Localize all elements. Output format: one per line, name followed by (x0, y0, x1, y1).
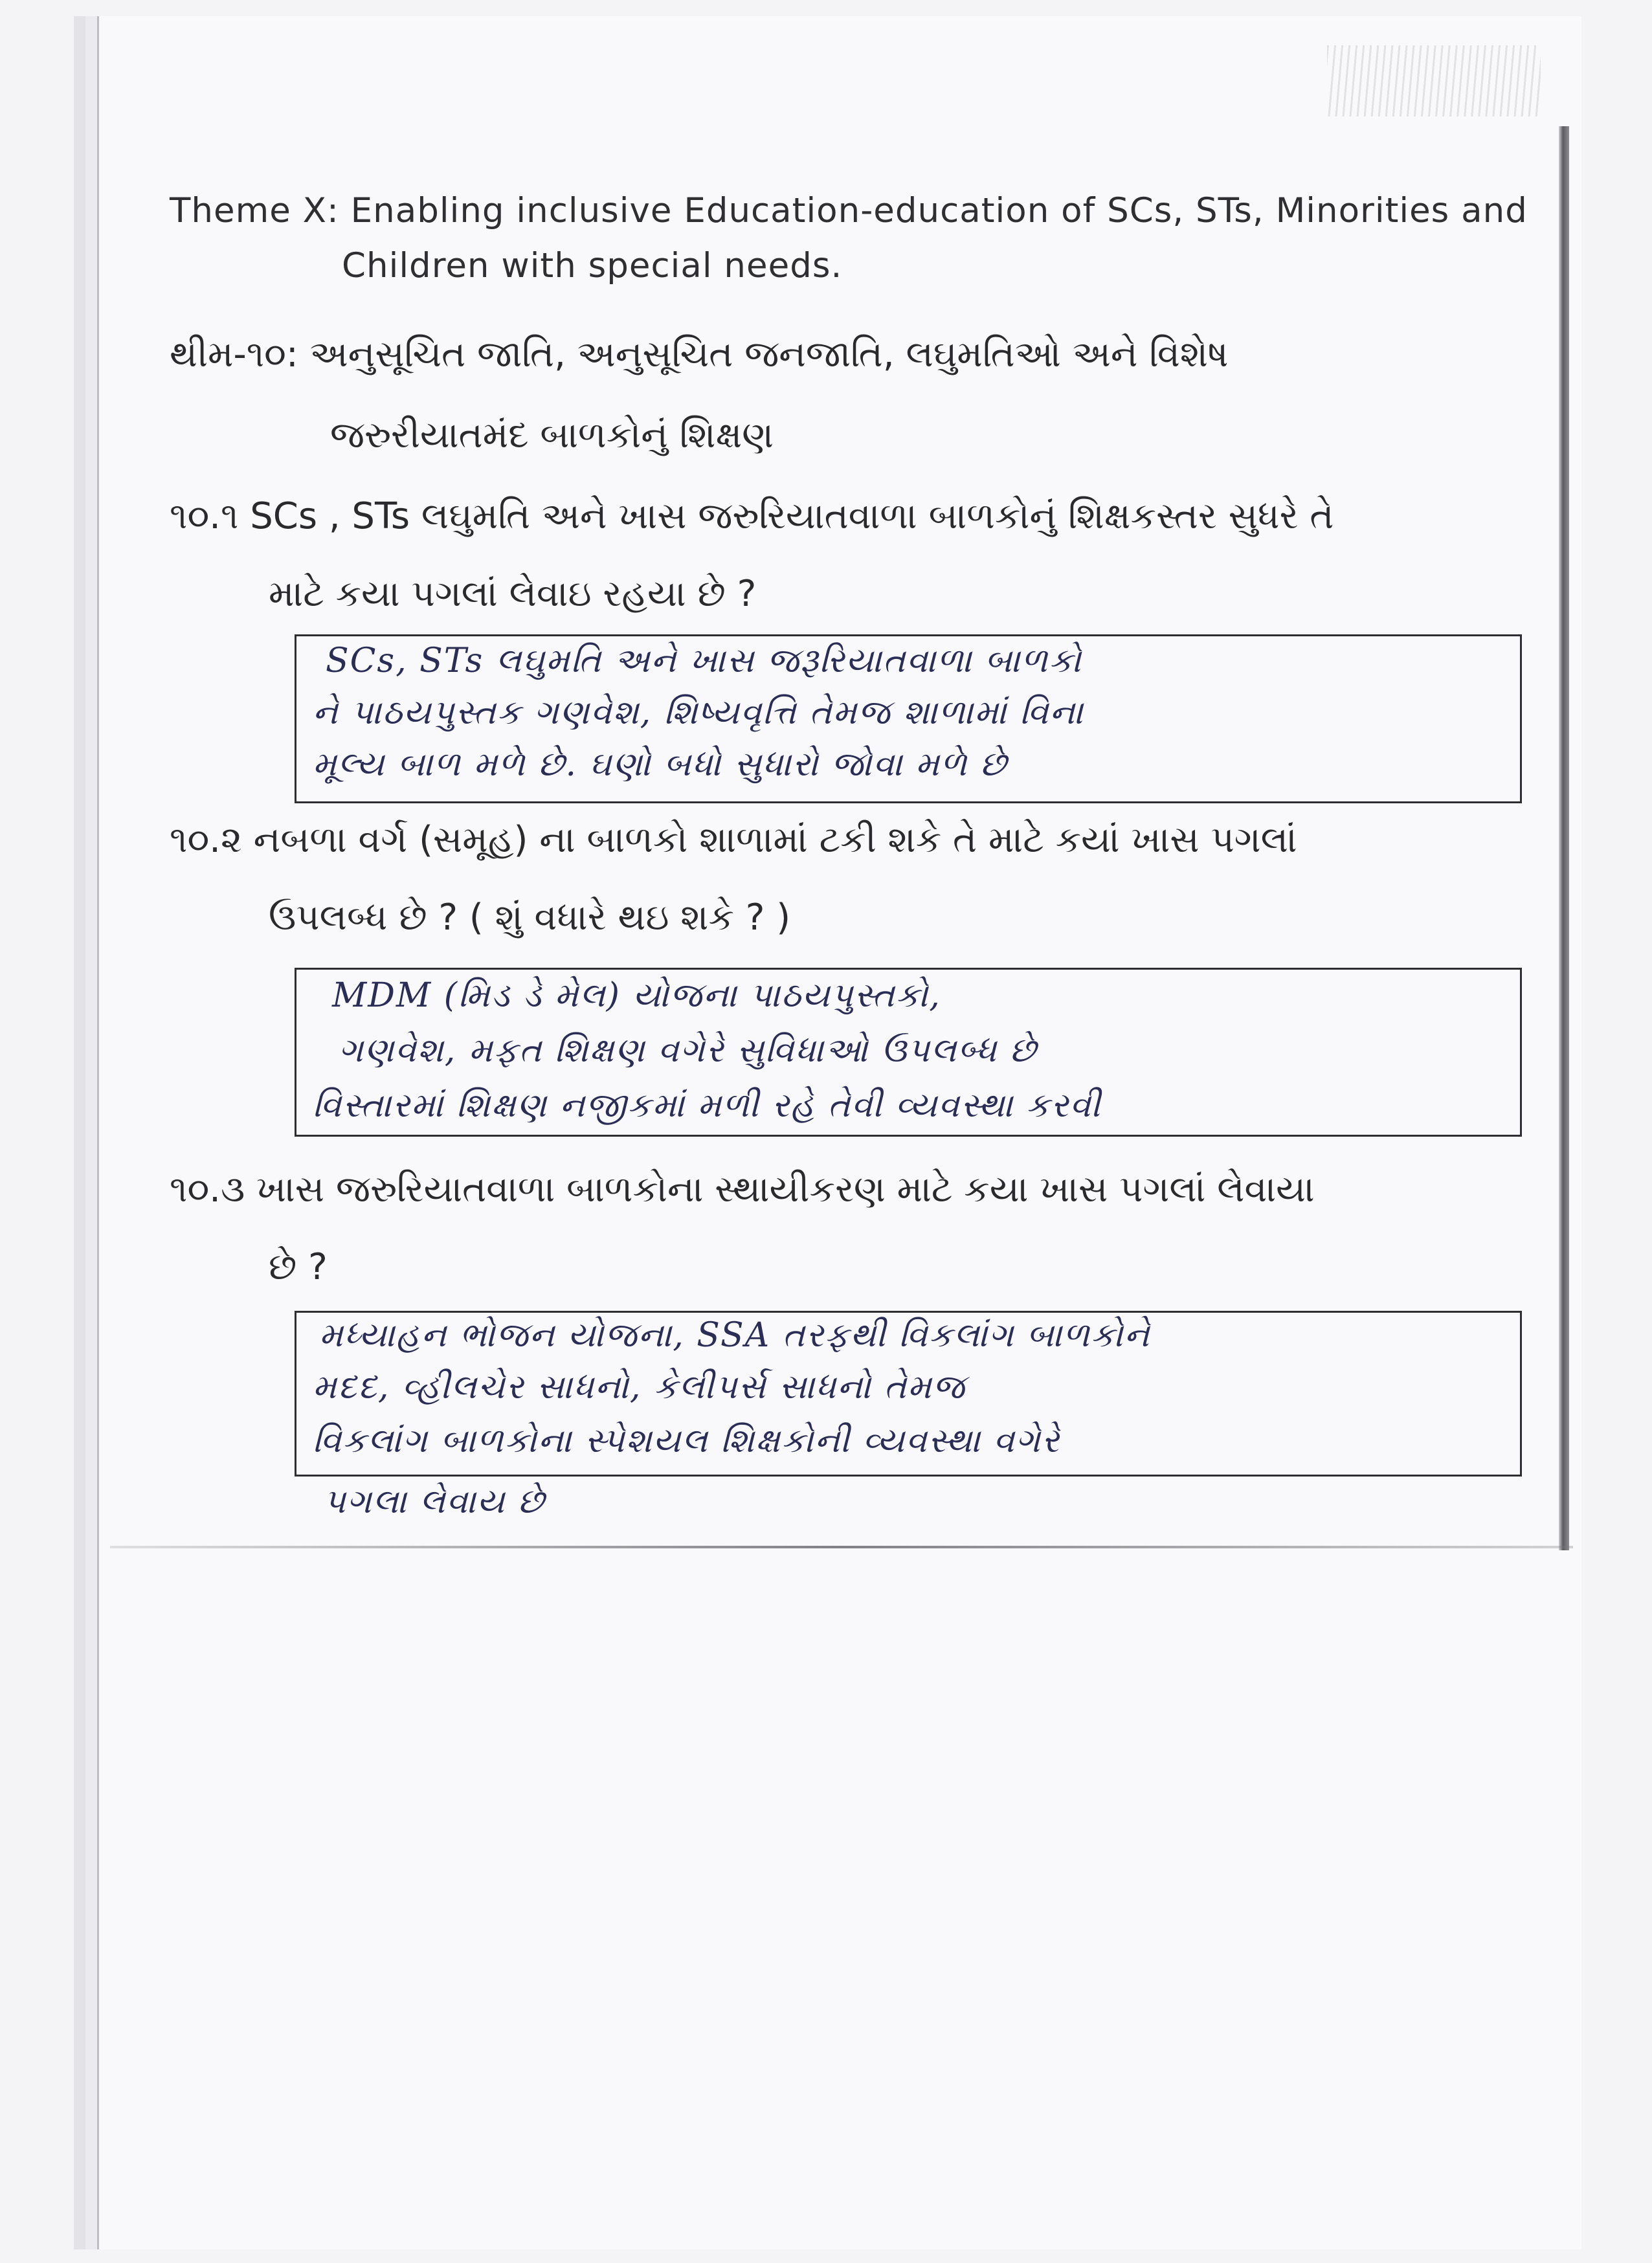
answer-10-2-line2: ગણવેશ, મફત શિક્ષણ વગેરે સુવિધાઓ ઉપલબ્ધ છે (339, 1031, 1037, 1070)
question-10-1-line1: ૧૦.૧ SCs , STs લઘુમતિ અને ખાસ જરુરિયાતવાળા બાળકોનું શિક્ષકસ્તર સુધરે તે (170, 495, 1334, 537)
answer-10-1-line1: SCs, STs લઘુમતિ અને ખાસ જરૂરિયાતવાળા બાળકો (326, 641, 1082, 680)
theme-title-en-line2: Children with special needs. (342, 246, 843, 285)
page-edge-shadow (1559, 126, 1569, 1550)
question-10-2-line2: ઉપલબ્ધ છે ? ( શું વધારે થઇ શકે ? ) (269, 897, 791, 939)
question-10-3-line1: ૧૦.૩ ખાસ જરુરિયાતવાળા બાળકોના સ્થાયીકરણ માટે કયા ખાસ પગલાં લેવાયા (170, 1168, 1315, 1210)
fold-line (110, 1546, 1573, 1548)
question-10-1-line2: માટે કયા પગલાં લેવાઇ રહયા છે ? (269, 573, 757, 615)
answer-box-10-3 (295, 1311, 1522, 1477)
answer-10-3-line1: મધ્યાહન ભોજન યોજના, SSA તરફથી વિકલાંગ બાળકોને (319, 1316, 1151, 1355)
answer-box-10-1 (295, 634, 1522, 803)
question-10-2-line1: ૧૦.૨ નબળા વર્ગ (સમૂહ) ના બાળકો શાળામાં ટકી શકે તે માટે કયાં ખાસ પગલાં (170, 819, 1297, 861)
answer-10-3-line4: પગલા લેવાય છે (324, 1482, 546, 1521)
question-10-3-line2: છે ? (269, 1246, 328, 1288)
answer-box-10-2 (295, 968, 1522, 1137)
answer-10-1-line3: મૂલ્ય બાળ મળે છે. ઘણો બધો સુધારો જોવા મળે છે (313, 745, 1008, 784)
answer-10-2-line3: વિસ્તારમાં શિક્ષણ નજીકમાં મળી રહે તેવી વ્યવસ્થા કરવી (313, 1086, 1102, 1125)
answer-10-3-line2: મદદ, વ્હીલચેર સાધનો, કેલીપર્સ સાધનો તેમજ (313, 1368, 966, 1407)
theme-title-gu-line1: થીમ-૧૦: અનુસૂચિત જાતિ, અનુસૂચિત જનજાતિ, લઘુમતિઓ અને વિશેષ (170, 333, 1229, 375)
answer-10-3-line3: વિકલાંગ બાળકોના સ્પેશયલ શિક્ષકોની વ્યવસ્થા વગેરે (313, 1421, 1060, 1460)
scan-smudge (1327, 45, 1541, 117)
theme-title-gu-line2: જરુરીયાતમંદ બાળકોનું શિક્ષણ (330, 414, 774, 456)
theme-title-en-line1: Theme X: Enabling inclusive Education-education of SCs, STs, Minorities and (170, 191, 1528, 230)
answer-10-2-line1: MDM (મિડ ડે મેલ) યોજના પાઠયપુસ્તકો, (332, 976, 941, 1015)
answer-10-1-line2: ને પાઠયપુસ્તક ગણવેશ, શિષ્યવૃત્તિ તેમજ શાળામાં વિના (313, 693, 1084, 732)
